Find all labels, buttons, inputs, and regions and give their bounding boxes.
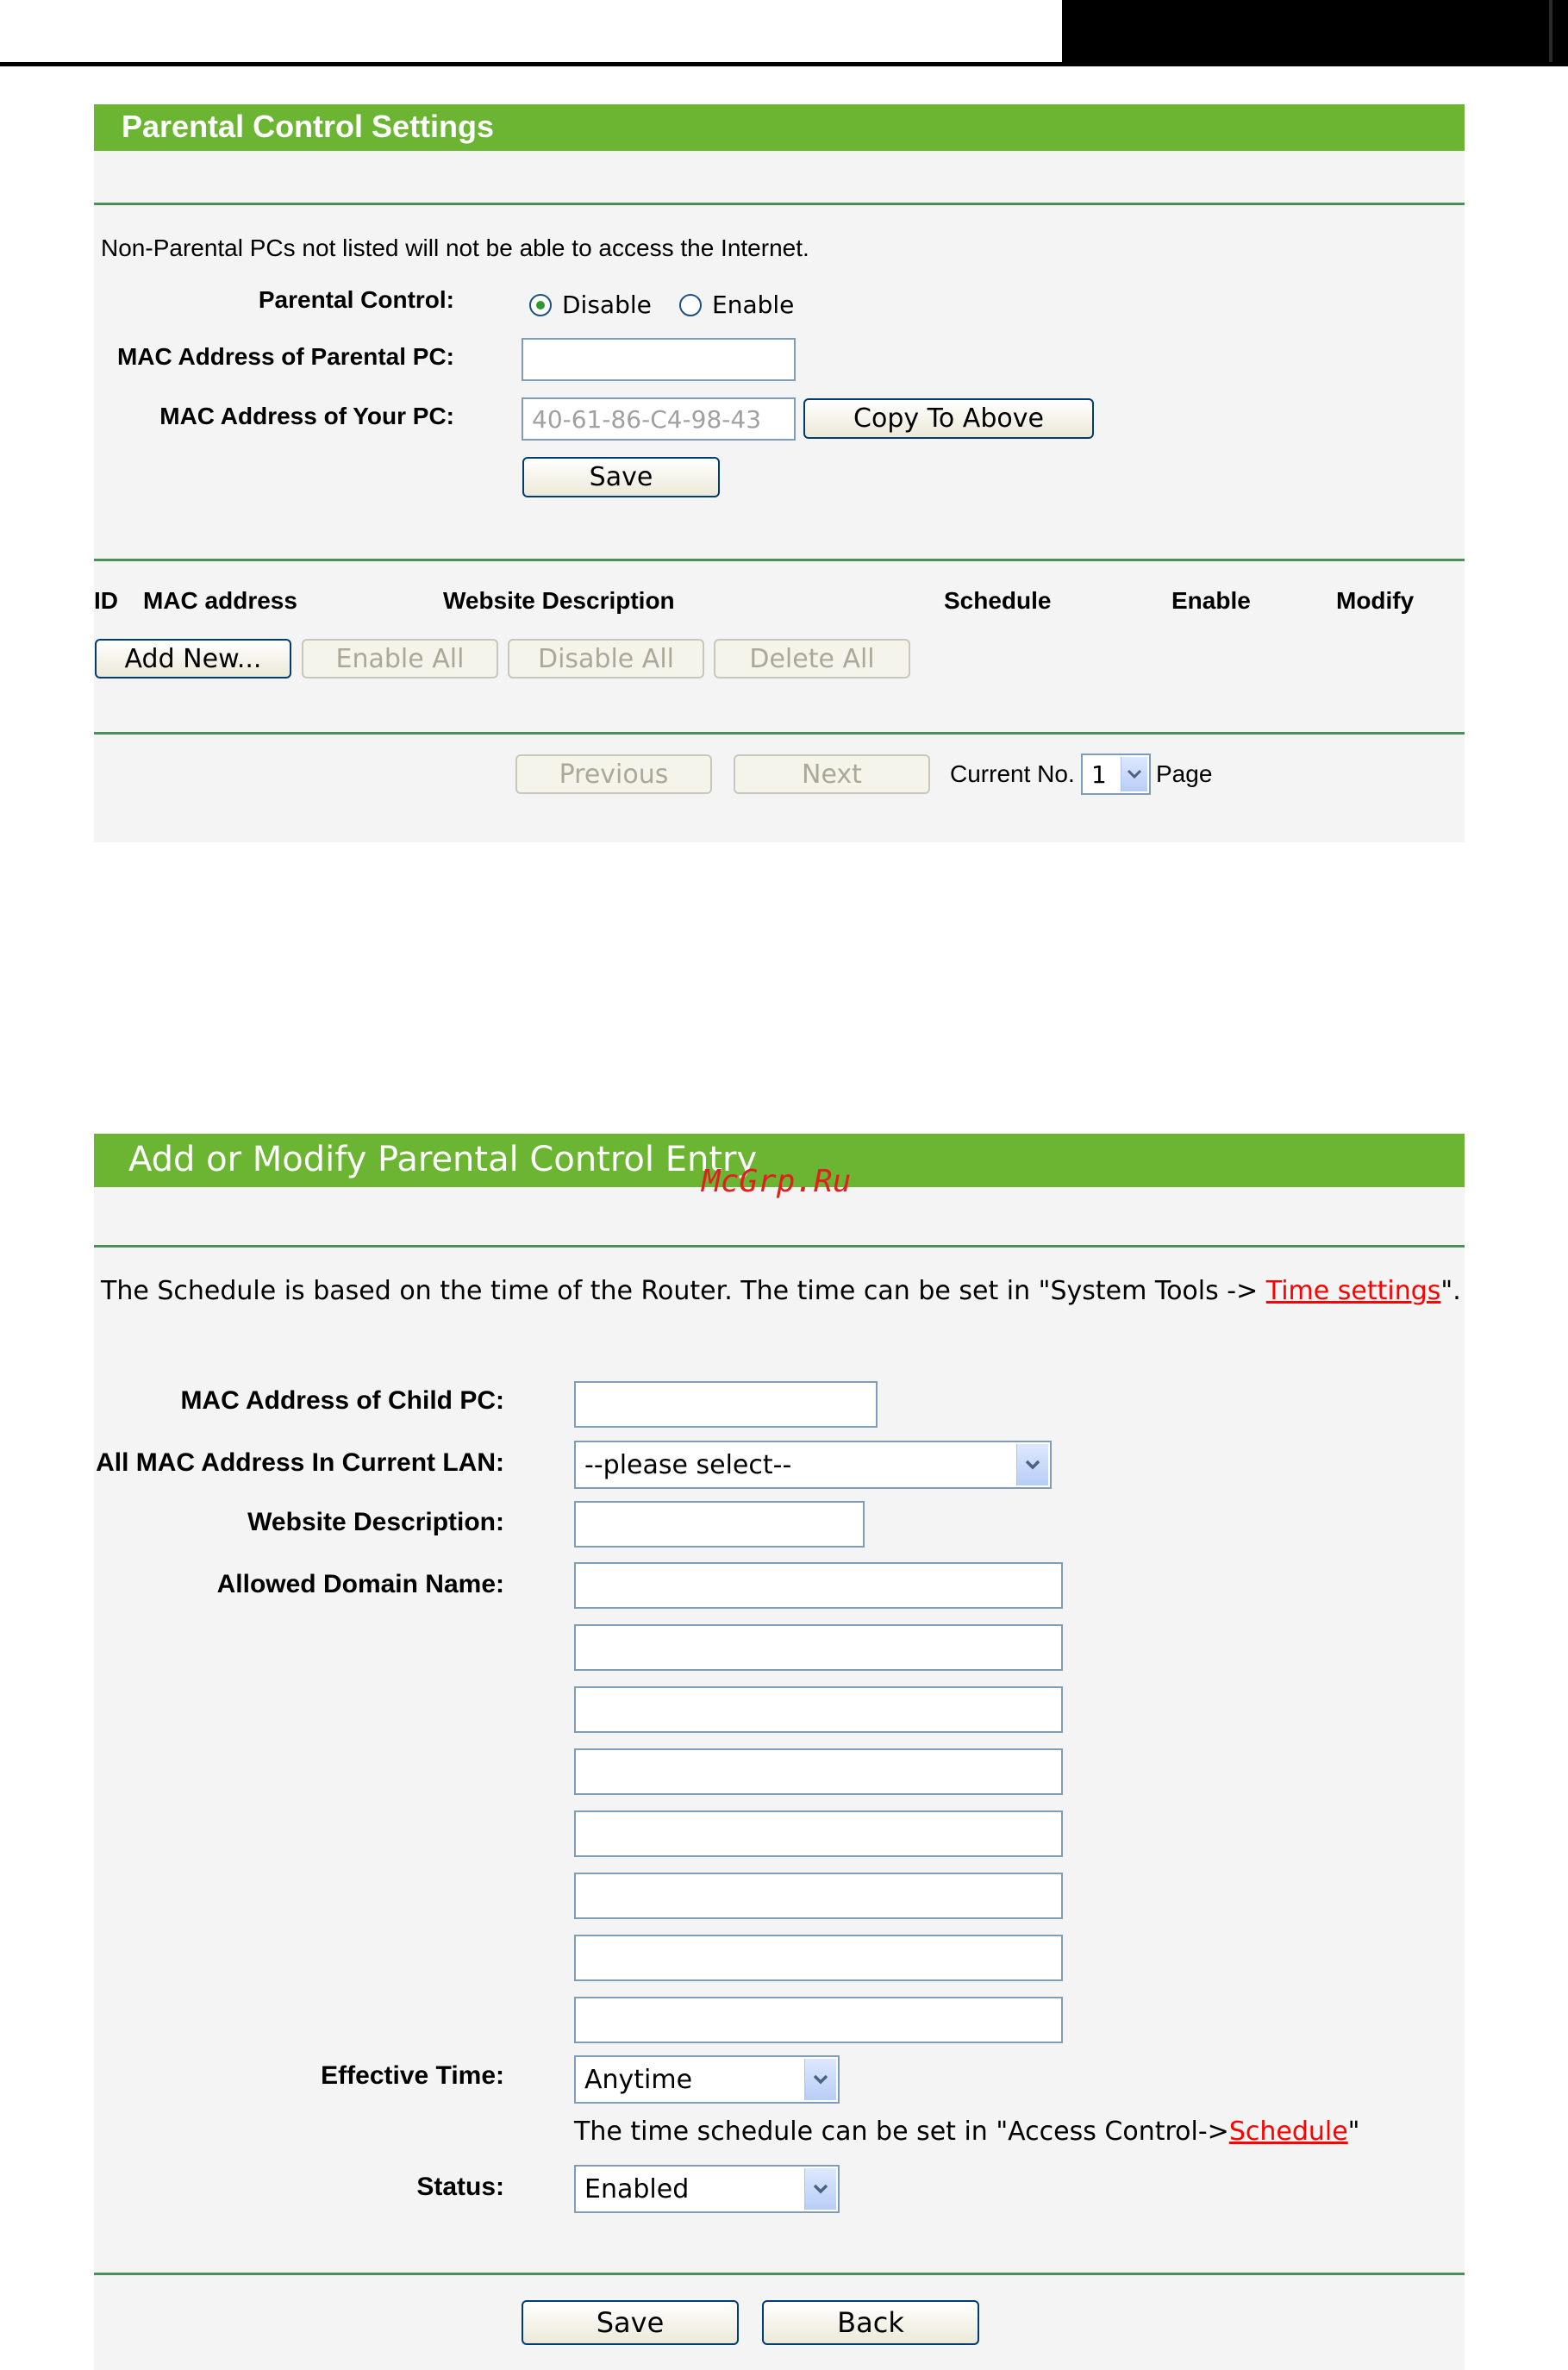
schedule-link[interactable]: Schedule	[1228, 2117, 1348, 2147]
page-label: Page	[1156, 760, 1213, 787]
radio-disable-label: Disable	[562, 291, 652, 319]
schedule-note	[101, 1276, 1461, 1306]
parental-settings-title-bar	[94, 104, 1465, 151]
section-title: Add or Modify Parental Control Entry	[128, 1140, 758, 1179]
divider	[94, 2273, 1465, 2275]
next-button[interactable]: Next	[734, 754, 930, 794]
time-schedule-note	[574, 2117, 1359, 2147]
status-select[interactable]	[574, 2165, 840, 2213]
page-top-black-block	[1062, 0, 1568, 66]
divider	[94, 559, 1465, 561]
status-label: Status:	[416, 2173, 504, 2201]
radio-disable[interactable]	[529, 294, 552, 316]
mac-your-label: MAC Address of Your PC:	[159, 403, 454, 429]
status-value: Enabled	[584, 2173, 690, 2204]
chevron-down-icon	[804, 2168, 836, 2210]
all-mac-label: All MAC Address In Current LAN:	[96, 1448, 504, 1477]
enable-all-button[interactable]: Enable All	[302, 639, 498, 678]
time-schedule-note-end: "	[1347, 2117, 1360, 2147]
page-title: Parental Control Settings	[122, 109, 495, 144]
save-button[interactable]: Save	[522, 457, 720, 497]
col-header-schedule: Schedule	[944, 587, 1052, 614]
entry-save-button[interactable]: Save	[522, 2300, 739, 2345]
mac-child-label: MAC Address of Child PC:	[180, 1386, 504, 1415]
page-select-value: 1	[1091, 760, 1107, 789]
mac-parental-input[interactable]	[522, 338, 796, 381]
domain-input-4[interactable]	[574, 1748, 1063, 1795]
radio-enable[interactable]	[679, 294, 702, 316]
domain-input-7[interactable]	[574, 1935, 1063, 1981]
col-header-id: ID	[94, 587, 118, 614]
website-desc-label: Website Description:	[247, 1508, 504, 1536]
current-no-label: Current No.	[950, 760, 1075, 787]
col-header-website: Website Description	[443, 587, 675, 614]
page-select[interactable]	[1081, 754, 1151, 795]
effective-time-value: Anytime	[584, 2064, 693, 2095]
schedule-note-end: ".	[1440, 1276, 1461, 1306]
time-settings-link[interactable]: Time settings	[1265, 1276, 1441, 1306]
domain-input-2[interactable]	[574, 1624, 1063, 1671]
schedule-note-text: The Schedule is based on the time of the Router. The time can be set in "System Tools ->	[101, 1276, 1266, 1306]
radio-disable-option[interactable]	[529, 291, 652, 319]
domain-input-6[interactable]	[574, 1873, 1063, 1919]
all-mac-select-value: --please select--	[584, 1449, 792, 1480]
copy-to-above-button[interactable]: Copy To Above	[803, 398, 1094, 439]
disable-all-button[interactable]: Disable All	[508, 639, 704, 678]
time-schedule-note-text: The time schedule can be set in "Access Control->	[574, 2117, 1229, 2147]
domain-input-8[interactable]	[574, 1997, 1063, 2043]
allowed-domain-label: Allowed Domain Name:	[216, 1570, 504, 1598]
non-parental-note: Non-Parental PCs not listed will not be able to access the Internet.	[101, 234, 809, 261]
page-top-black-edge	[1549, 0, 1552, 62]
mac-your-input[interactable]	[522, 397, 796, 441]
website-desc-input[interactable]	[574, 1501, 865, 1548]
divider	[94, 1245, 1465, 1248]
divider	[94, 732, 1465, 735]
radio-enable-label: Enable	[712, 291, 795, 319]
mac-child-input[interactable]	[574, 1381, 878, 1428]
parental-control-label: Parental Control:	[258, 286, 454, 313]
chevron-down-icon	[1016, 1444, 1048, 1485]
all-mac-select[interactable]	[574, 1441, 1052, 1489]
effective-time-select[interactable]	[574, 2055, 840, 2104]
domain-input-1[interactable]	[574, 1562, 1063, 1609]
domain-input-3[interactable]	[574, 1686, 1063, 1733]
chevron-down-icon	[804, 2059, 836, 2100]
col-header-modify: Modify	[1336, 587, 1415, 614]
watermark: McGrp.Ru	[702, 1164, 852, 1199]
add-new-button[interactable]: Add New...	[95, 639, 291, 678]
chevron-down-icon	[1121, 757, 1147, 791]
page-top-rule	[0, 62, 1065, 66]
mac-parental-label: MAC Address of Parental PC:	[116, 343, 454, 370]
back-button[interactable]: Back	[762, 2300, 979, 2345]
col-header-enable: Enable	[1171, 587, 1251, 614]
previous-button[interactable]: Previous	[515, 754, 712, 794]
col-header-mac: MAC address	[143, 587, 297, 614]
radio-enable-option[interactable]	[679, 291, 794, 319]
delete-all-button[interactable]: Delete All	[714, 639, 910, 678]
effective-time-label: Effective Time:	[321, 2061, 504, 2090]
divider	[94, 203, 1465, 205]
domain-input-5[interactable]	[574, 1810, 1063, 1857]
